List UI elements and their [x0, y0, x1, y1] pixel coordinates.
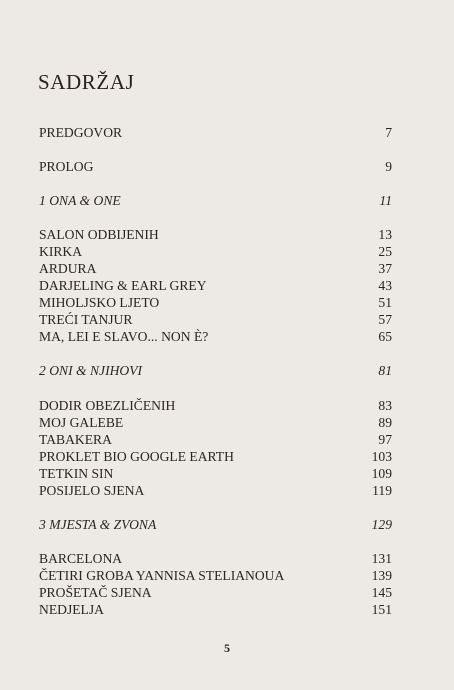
toc-entry-title: PREDGOVOR [39, 125, 123, 140]
toc-part-title: 3 MJESTA & ZVONA [39, 517, 157, 532]
toc-entry-title: BARCELONA [39, 551, 123, 566]
toc-part-heading [39, 362, 392, 379]
toc-entry-page: 119 [372, 483, 392, 498]
toc-entry [39, 260, 392, 277]
toc-entry-page: 25 [378, 244, 392, 259]
toc-entry [39, 397, 392, 414]
toc-entry-title: TABAKERA [39, 432, 112, 447]
toc-entry [39, 567, 392, 584]
toc-entry [39, 124, 392, 141]
toc-entry [39, 550, 392, 567]
toc-entry-title: KIRKA [39, 244, 83, 259]
toc-entry-page: 139 [371, 568, 392, 583]
contents-heading: SADRŽAJ [38, 70, 135, 94]
toc-entry-title: PROLOG [39, 159, 94, 174]
toc-entry-title: POSIJELO SJENA [39, 483, 145, 498]
toc-entry-title: MOJ GALEBE [39, 415, 124, 430]
toc-entry [39, 294, 392, 311]
toc-entry [39, 328, 392, 345]
toc-entry-title: DODIR OBEZLIČENIH [39, 398, 176, 413]
toc-part-heading [39, 516, 392, 533]
toc-part-title: 1 ONA & ONE [39, 193, 121, 208]
toc-entry [39, 448, 392, 465]
toc-entry [39, 601, 392, 618]
toc-entry-page: 103 [371, 449, 392, 464]
toc-entry-page: 83 [378, 398, 392, 413]
toc-entry [39, 311, 392, 328]
page-number: 5 [224, 641, 230, 655]
toc-entry-title: NEDJELJA [39, 602, 104, 617]
toc-entry-page: 65 [378, 329, 392, 344]
toc-entry [39, 431, 392, 448]
toc-entry [39, 277, 392, 294]
toc-entry-page: 37 [378, 261, 392, 276]
toc-entry [39, 414, 392, 431]
toc-entry-title: TETKIN SIN [39, 466, 114, 481]
toc-entry-page: 131 [371, 551, 392, 566]
toc-entry [39, 584, 392, 601]
toc-part-page: 81 [378, 363, 392, 378]
toc-entry-page: 151 [371, 602, 392, 617]
toc-entry-title: ARDURA [39, 261, 97, 276]
toc-entry [39, 158, 392, 175]
toc-entry-page: 97 [378, 432, 392, 447]
toc-entry-page: 13 [378, 227, 392, 242]
toc-entry [39, 226, 392, 243]
toc-part-title: 2 ONI & NJIHOVI [39, 363, 143, 378]
toc-entry-title: DARJELING & EARL GREY [39, 278, 207, 293]
toc-part-page: 129 [371, 517, 392, 532]
toc-entry-title: ČETIRI GROBA YANNISA STELIANOUA [39, 568, 285, 583]
toc-entry-title: MA, LEI E SLAVO... NON È? [39, 329, 209, 344]
toc-part-page: 11 [379, 193, 392, 208]
toc-entry [39, 243, 392, 260]
toc-entry-title: PROKLET BIO GOOGLE EARTH [39, 449, 234, 464]
toc-part-heading [39, 192, 392, 209]
toc-entry-page: 57 [378, 312, 392, 327]
toc-entry-title: SALON ODBIJENIH [39, 227, 159, 242]
toc-entry-page: 7 [385, 125, 392, 140]
toc-entry [39, 465, 392, 482]
toc-entry-page: 89 [378, 415, 392, 430]
toc-entry-page: 43 [378, 278, 392, 293]
toc-entry-page: 51 [378, 295, 392, 310]
toc-entry-title: MIHOLJSKO LJETO [39, 295, 160, 310]
toc-entry-page: 145 [371, 585, 392, 600]
toc-entry-page: 109 [371, 466, 392, 481]
toc-entry-title: PROŠETAČ SJENA [39, 585, 152, 600]
toc-entry-page: 9 [385, 159, 392, 174]
toc-entry [39, 482, 392, 499]
toc-entry-title: TREĆI TANJUR [39, 312, 133, 327]
